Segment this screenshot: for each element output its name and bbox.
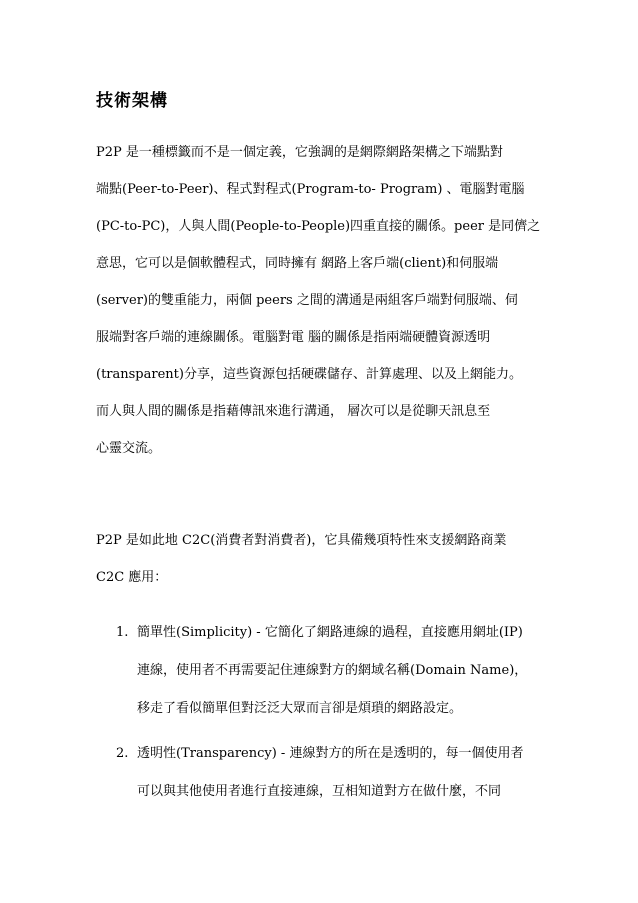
paragraph-line: 服端對客戶端的連線關係。電腦對電 腦的關係是指兩端硬體資源透明 (96, 330, 491, 345)
list-number: 2. (116, 746, 129, 761)
list-item-line: 連線，使用者不再需要記住連線對方的網域名稱(Domain Name)， (137, 663, 528, 678)
paragraph-line: P2P 是如此地 C2C(消費者對消費者)，它具備幾項特性來支援網路商業 (96, 533, 507, 548)
list-number: 1. (116, 625, 129, 640)
paragraph-line: P2P 是一種標籤而不是一個定義，它強調的是網際網路架構之下端點對 (96, 145, 503, 160)
paragraph-line: (transparent)分享，這些資源包括硬碟儲存、計算處理、以及上網能力。 (96, 367, 522, 382)
paragraph-line: 心靈交流。 (96, 441, 162, 456)
list-item-line: 簡單性(Simplicity) - 它簡化了網路連線的過程，直接應用網址(IP) (137, 625, 523, 640)
list-item-line: 透明性(Transparency) - 連線對方的所在是透明的，每一個使用者 (137, 746, 524, 761)
list-item-line: 移走了看似簡單但對泛泛大眾而言卻是煩瑣的網路設定。 (137, 701, 463, 716)
section-title: 技術架構 (96, 91, 168, 111)
paragraph-line: (server)的雙重能力，兩個 peers 之間的溝通是兩組客戶端對伺服端、伺 (96, 293, 518, 308)
paragraph-line: C2C 應用： (96, 570, 168, 585)
paragraph-line: (PC-to-PC)，人與人間(People-to-People)四重直接的關係。peer 是同儕之 (96, 219, 541, 234)
list-item-line: 可以與其他使用者進行直接連線，互相知道對方在做什麼，不同 (137, 784, 502, 799)
paragraph-line: 端點(Peer-to-Peer)、程式對程式(Program-to- Program) 、電腦對電腦 (96, 182, 525, 197)
paragraph-line: 而人與人間的關係是指藉傳訊來進行溝通， 層次可以是從聊天訊息至 (96, 404, 491, 419)
paragraph-line: 意思，它可以是個軟體程式，同時擁有 網路上客戶端(client)和伺服端 (96, 256, 499, 271)
